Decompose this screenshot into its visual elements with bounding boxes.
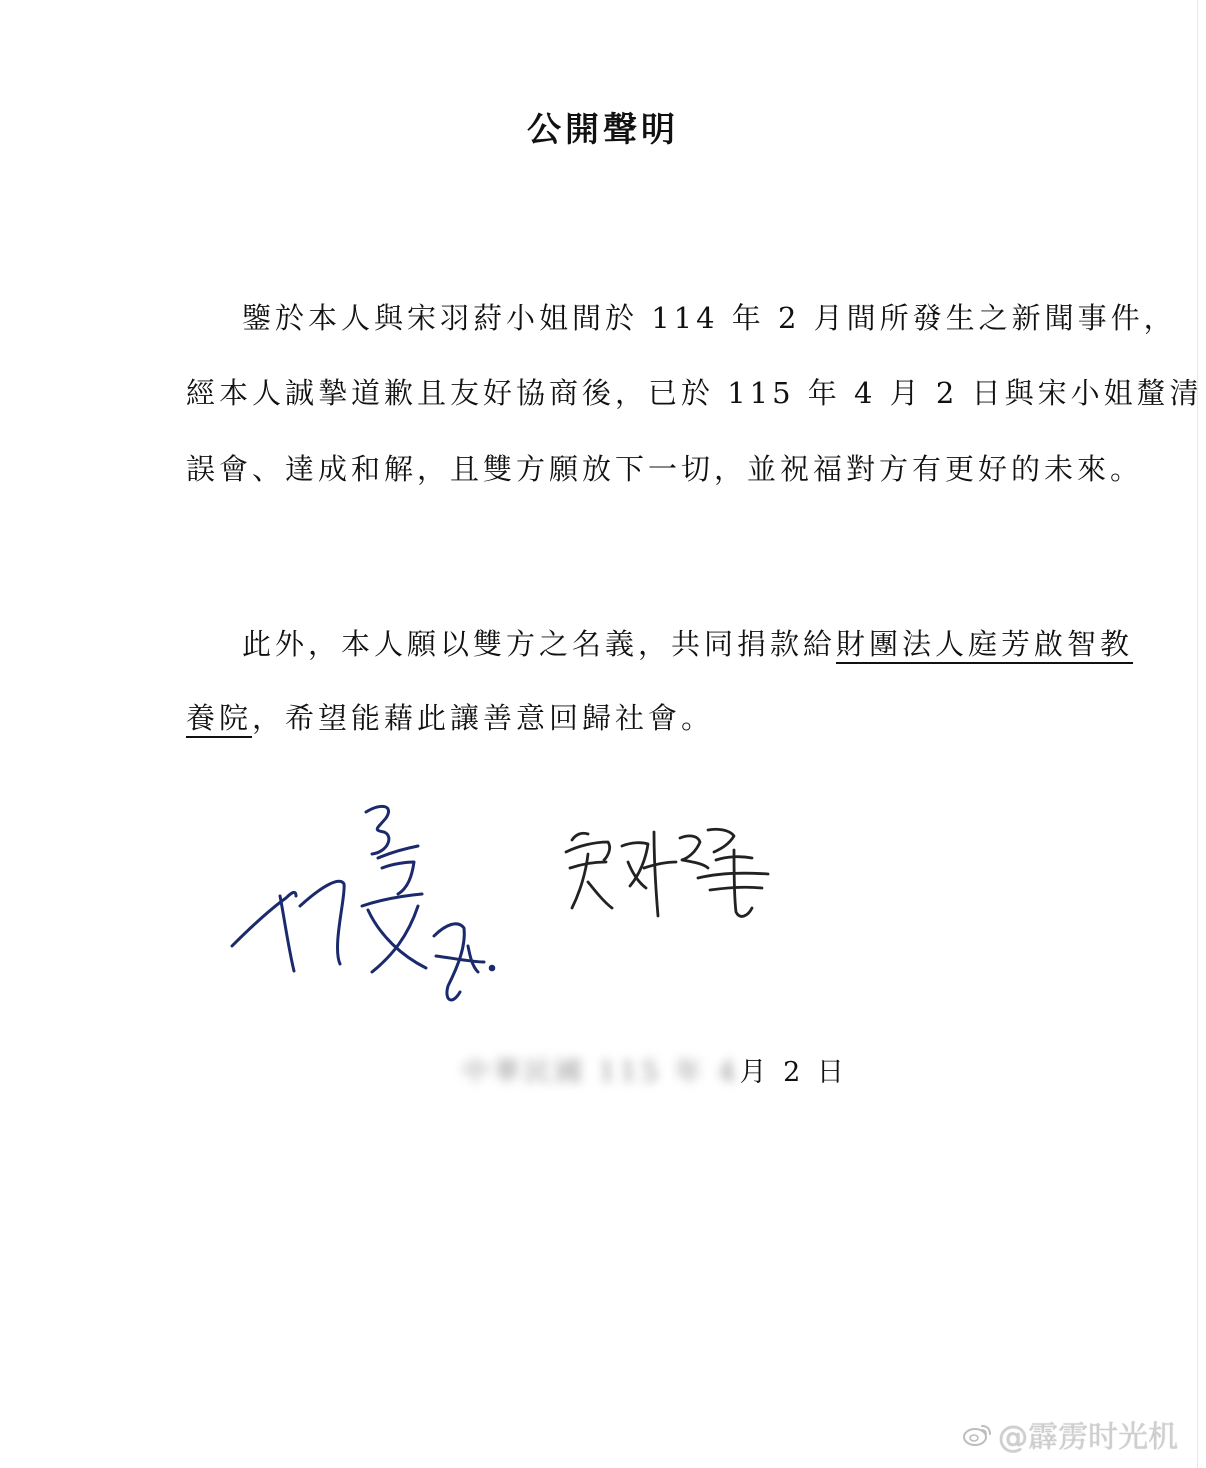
document-title: 公開聲明 bbox=[527, 110, 679, 150]
paragraph2-line1-text: 此外，本人願以雙方之名義，共同捐款給 bbox=[242, 627, 837, 661]
date-blurred-mid: 年 4 bbox=[674, 1057, 740, 1088]
signature-two bbox=[558, 812, 788, 932]
paragraph2-line2 bbox=[186, 696, 714, 737]
charity-name-part2: 養院 bbox=[186, 701, 253, 735]
paragraph-settlement bbox=[186, 296, 1203, 486]
paragraph1-line2: 經本人誠摯道歉且友好協商後，已於 115 年 4 月 2 日與宋小姐釐清 bbox=[186, 376, 1203, 410]
date-year: 115 bbox=[598, 1057, 663, 1088]
signature-two-drawing bbox=[558, 812, 788, 932]
signing-date bbox=[462, 1050, 848, 1089]
weibo-watermark bbox=[962, 1412, 1178, 1456]
paragraph1-line3: 誤會、達成和解，且雙方願放下一切，並祝福對方有更好的未來。 bbox=[186, 452, 1144, 486]
page-edge-line bbox=[1197, 0, 1198, 1468]
paragraph1-line1: 鑒於本人與宋羽葤小姐間於 114 年 2 月間所發生之新聞事件， bbox=[242, 301, 1177, 335]
signature-one bbox=[222, 796, 512, 1016]
signature-one-drawing bbox=[222, 796, 512, 1016]
watermark-text: @霹雳时光机 bbox=[998, 1420, 1178, 1455]
paragraph2-line1 bbox=[242, 622, 1133, 663]
charity-name-part1: 財團法人庭芳啟智教 bbox=[836, 627, 1134, 661]
paragraph-donation bbox=[186, 622, 1134, 742]
date-blurred-prefix: 中華民國 bbox=[462, 1057, 586, 1088]
paragraph2-line2-text: ，希望能藉此讓善意回歸社會。 bbox=[252, 701, 715, 735]
weibo-icon bbox=[962, 1420, 992, 1448]
date-suffix: 月 2 日 bbox=[739, 1057, 848, 1088]
